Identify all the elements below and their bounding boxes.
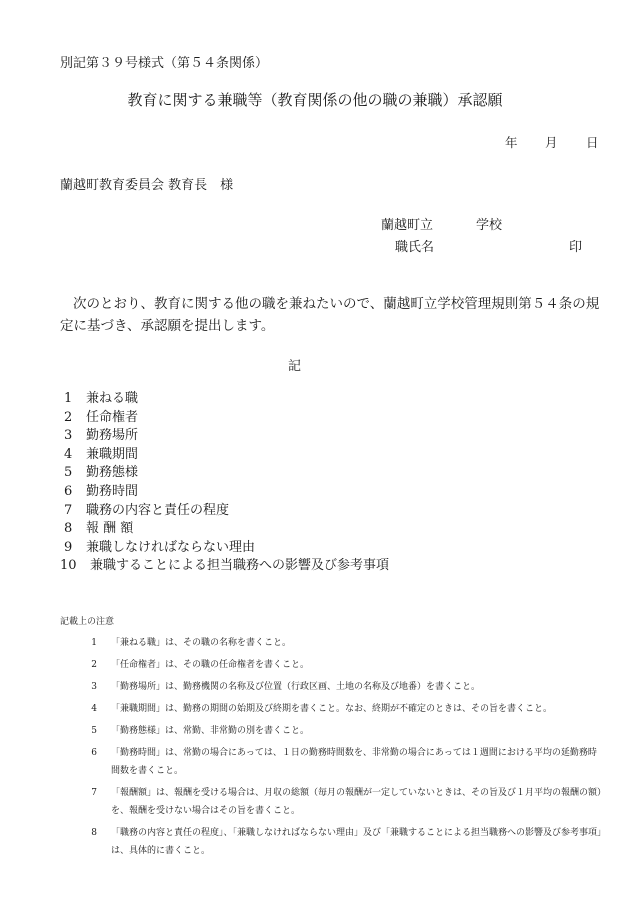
item-number: 9 (64, 539, 73, 555)
note-item (60, 700, 605, 718)
note-text: 「勤務場所」は、勤務機関の名称及び位置（行政区画、土地の名称及び地番）を書くこと。 (111, 682, 481, 692)
addressee: 蘭越町教育委員会 教育長 様 (60, 178, 234, 193)
note-text: 「任命権者」は、その職の任命権者を書くこと。 (111, 660, 310, 670)
note-text: 「兼ねる職」は、その職の名称を書くこと。 (111, 638, 292, 648)
ki-heading: 記 (288, 359, 302, 374)
item-label: 勤務時間 (86, 483, 139, 499)
item-number: 2 (64, 409, 73, 425)
item-label: 報 酬 額 (86, 521, 134, 537)
list-item (60, 390, 389, 409)
item-label: 勤務態様 (86, 465, 139, 481)
item-label: 職務の内容と責任の程度 (86, 502, 230, 518)
item-label: 任命権者 (86, 409, 139, 425)
note-text: 「職務の内容と責任の程度」、「兼職しなければならない理由」及び「兼職することによる担当職務への影響及び参考事項」は、具体的に書くこと。 (111, 828, 602, 856)
note-item (60, 722, 605, 740)
note-number: 4 (91, 704, 97, 714)
note-number: 5 (91, 726, 97, 736)
list-item (60, 539, 389, 558)
date-year-label: 年 (505, 135, 518, 150)
item-label: 勤務場所 (86, 428, 139, 444)
list-item (60, 409, 389, 428)
item-label: 兼職期間 (86, 446, 139, 462)
note-number: 3 (91, 682, 97, 692)
form-label: 別記第３９号様式（第５４条関係） (60, 56, 269, 71)
note-number: 6 (91, 748, 97, 758)
item-number: 5 (64, 465, 73, 481)
note-text: 「勤務時間」は、常勤の場合にあっては、１日の勤務時間数を、非常勤の場合にあっては１週間における平均の延勤務時間数を書くこと。 (111, 748, 597, 776)
note-number: 7 (91, 788, 97, 798)
list-item (60, 557, 389, 576)
item-list (60, 390, 389, 576)
note-item (60, 824, 605, 860)
note-text: 「兼職期間」は、勤務の期間の始期及び終期を書くこと。なお、終期が不確定のときは、その旨を書くこと。 (111, 704, 553, 714)
note-item (60, 634, 605, 652)
note-text: 「報酬額」は、報酬を受ける場合は、月収の総額（毎月の報酬が一定していないときは、その旨及び１月平均の報酬の額）を、報酬を受けない場合はその旨を書くこと。 (111, 788, 602, 816)
note-number: 1 (91, 638, 97, 648)
item-label: 兼職することによる担当職務への影響及び参考事項 (90, 558, 390, 574)
note-number: 8 (91, 828, 97, 838)
page-title: 教育に関する兼職等（教育関係の他の職の兼職）承認願 (127, 91, 503, 109)
item-number: 8 (64, 521, 73, 537)
list-item (60, 520, 389, 539)
school-suffix: 学校 (476, 218, 503, 233)
item-number: 7 (64, 502, 73, 518)
body-text: 次のとおり、教育に関する他の職を兼ねたいので、蘭越町立学校管理規則第５４条の規定に基づき、承認願を提出します。 (60, 296, 600, 334)
notes-heading: 記載上の注意 (60, 617, 115, 627)
item-number: 6 (64, 483, 73, 499)
note-item (60, 678, 605, 696)
list-item (60, 502, 389, 521)
list-item (60, 427, 389, 446)
notes-list (60, 634, 605, 864)
name-label: 職氏名 (395, 240, 435, 255)
note-item (60, 656, 605, 674)
date-day-label: 日 (586, 135, 599, 150)
item-number: 4 (64, 446, 73, 462)
note-item (60, 784, 605, 820)
item-label: 兼ねる職 (86, 391, 139, 406)
school-prefix: 蘭越町立 (381, 218, 434, 233)
list-item (60, 483, 389, 502)
list-item (60, 446, 389, 465)
note-text: 「勤務態様」は、常勤、非常勤の別を書くこと。 (111, 726, 310, 736)
item-label: 兼職しなければならない理由 (86, 539, 256, 555)
body-paragraph (60, 293, 600, 337)
date-month-label: 月 (545, 135, 558, 150)
note-item (60, 744, 605, 780)
seal-mark: 印 (569, 240, 583, 255)
list-item (60, 464, 389, 483)
note-number: 2 (91, 660, 97, 670)
item-number: 3 (64, 428, 73, 444)
item-number: 10 (60, 558, 77, 574)
item-number: 1 (64, 391, 73, 406)
